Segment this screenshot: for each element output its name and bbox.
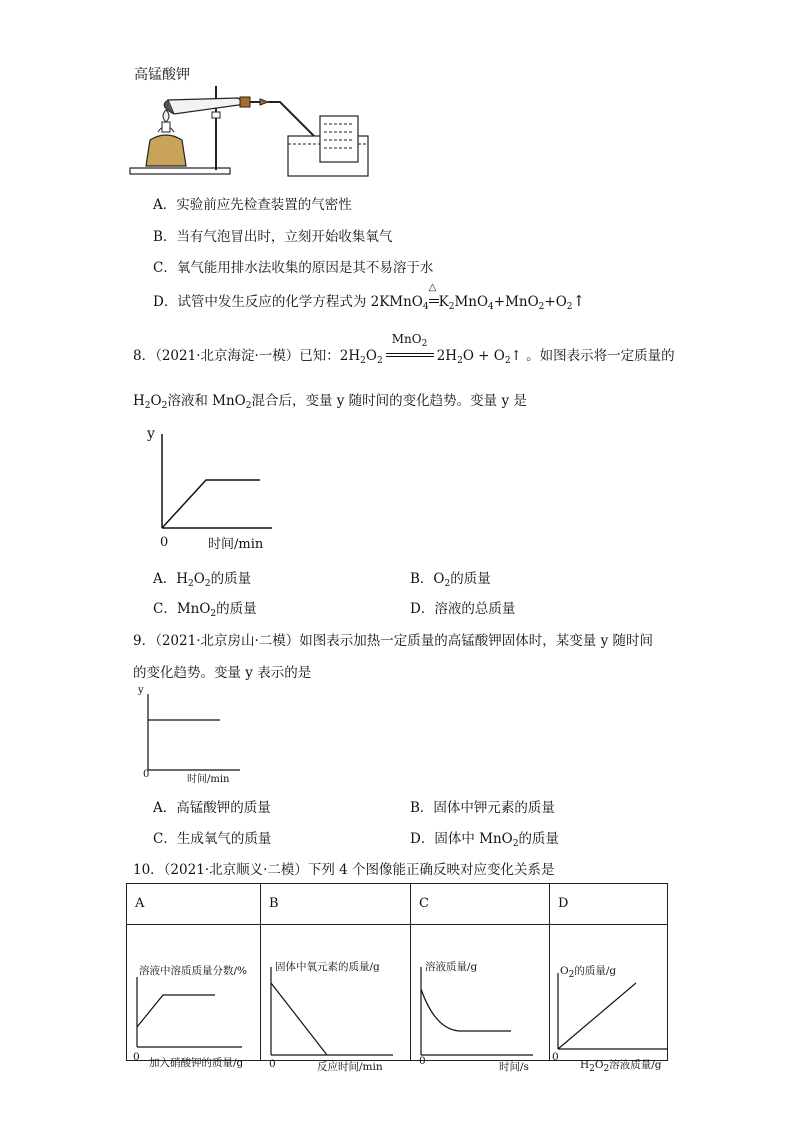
q10-c-xlabel: 时间/s (499, 1061, 529, 1073)
q7-option-a[interactable]: A．实验前应先检查装置的气密性 (153, 197, 352, 213)
q10-header-d[interactable]: D (550, 884, 668, 925)
q10-header-c[interactable]: C (411, 884, 550, 925)
q9-option-a[interactable]: A．高锰酸钾的质量 (153, 800, 271, 816)
q9-stem-line2: 的变化趋势。变量 y 表示的是 (133, 665, 312, 681)
q10-graph-a (127, 925, 261, 1069)
q7-d-sub2b: 2 (538, 302, 545, 312)
q8-eq-right: 2H (436, 348, 458, 364)
q9-stem-line1: 9．（2021·北京房山·二模）如图表示加热一定质量的高锰酸钾固体时，某变量 y 随时间 (133, 633, 653, 649)
q10-stem: 10．（2021·北京顺义·二模）下列 4 个图像能正确反映对应变化关系是 (133, 862, 555, 878)
apparatus-label: 高锰酸钾 (134, 67, 190, 83)
q10-b-curve (271, 983, 327, 1055)
q7-delta: △ (428, 282, 437, 293)
q7-option-c[interactable]: C．氧气能用排水法收集的原因是其不易溶于水 (153, 260, 434, 276)
q10-c-ylabel: 溶液质量/g (425, 961, 478, 973)
q10-header-b[interactable]: B (261, 884, 411, 925)
q10-graph-b (261, 925, 411, 1073)
q8-eq-right2: O + O (462, 348, 505, 364)
q10-d-curve (558, 983, 636, 1049)
q9-option-c[interactable]: C．生成氧气的质量 (153, 831, 272, 847)
q10-graph-d (550, 925, 668, 1074)
q8-ylabel: y (147, 426, 155, 442)
q7-option-b[interactable]: B．当有气泡冒出时，立刻开始收集氧气 (153, 229, 393, 245)
q7-d-end: ↑ (572, 292, 586, 310)
q7-d-mid2: MnO (454, 294, 489, 310)
q10-d-ylabel: $O_2$的质量/g (560, 965, 617, 980)
q10-a-origin: 0 (133, 1051, 140, 1063)
q7-d-prefix: D．试管中发生反应的化学方程式为 2KMnO (153, 294, 423, 310)
q9-option-d[interactable]: D．固体中 MnO$_2$的质量 (410, 831, 559, 849)
q9-graph (140, 688, 250, 780)
q10-a-curve (137, 995, 215, 1027)
q10-d-origin: 0 (552, 1051, 559, 1063)
q7-d-mid: K (438, 294, 449, 310)
q7-option-d[interactable] (153, 282, 586, 312)
q10-b-ylabel: 固体中氧元素的质量/g (275, 961, 380, 973)
q8-catalyst: MnO$_2$ (391, 332, 428, 349)
q10-c-curve (421, 989, 511, 1031)
q8-eq-s4: 2 (504, 356, 511, 366)
q7-d-sub4b: 4 (488, 302, 494, 312)
q9-xlabel: 时间/min (187, 774, 230, 785)
q7-d-sub2c: 2 (566, 302, 573, 312)
q7-d-sub: 4 (422, 302, 429, 312)
q8-eq-o: O (365, 348, 377, 364)
q8-stem-line1 (133, 332, 675, 366)
q10-c-origin: 0 (419, 1055, 426, 1067)
oxygen-apparatus-diagram (128, 80, 378, 180)
q8-eq-left: 2H (339, 348, 361, 364)
q8-xlabel: 时间/min (208, 537, 264, 552)
q9-option-b[interactable]: B．固体中钾元素的质量 (410, 800, 555, 816)
q7-d-mid4: +O (544, 294, 567, 310)
q9-ylabel: y (138, 685, 144, 696)
q9-origin: 0 (143, 769, 150, 780)
q10-graph-table (126, 883, 668, 1074)
q10-d-xlabel: $H_2O_2$溶液质量/g (580, 1059, 662, 1074)
q8-graph (140, 420, 280, 540)
q10-b-xlabel: 反应时间/min (317, 1061, 383, 1073)
q7-d-sub2: 2 (448, 302, 455, 312)
q10-a-ylabel: 溶液中溶质质量分数/% (139, 965, 248, 977)
q8-stem-line2: $H_2O_2$溶液和 MnO$_2$混合后，变量 y 随时间的变化趋势。变量 y 是 (133, 393, 527, 411)
q8-eq-s2: 2 (376, 356, 383, 366)
q8-curve (162, 480, 260, 528)
q8-option-d[interactable]: D．溶液的总质量 (410, 601, 516, 617)
q8-eq-s1: 2 (360, 356, 366, 366)
q10-header-a[interactable]: A (127, 884, 261, 925)
q8-option-c[interactable]: C．MnO$_2$的质量 (153, 601, 257, 619)
q10-b-origin: 0 (269, 1058, 276, 1070)
q10-graph-c (411, 925, 550, 1073)
q8-option-b[interactable]: B．$O_2$的质量 (410, 571, 491, 589)
q10-a-xlabel: 加入硝酸钾的质量/g (149, 1057, 244, 1069)
q8-prefix: 8．（2021·北京海淀·一模）已知： (133, 348, 340, 364)
q8-eq-right3: ↑ 。如图表示将一定质量的 (510, 348, 675, 364)
q8-option-a[interactable]: A．$H_2O_2$的质量 (153, 571, 252, 589)
q7-d-mid3: +MnO (493, 294, 539, 310)
q8-eq-s3: 2 (457, 356, 463, 366)
q8-origin: 0 (160, 535, 169, 550)
